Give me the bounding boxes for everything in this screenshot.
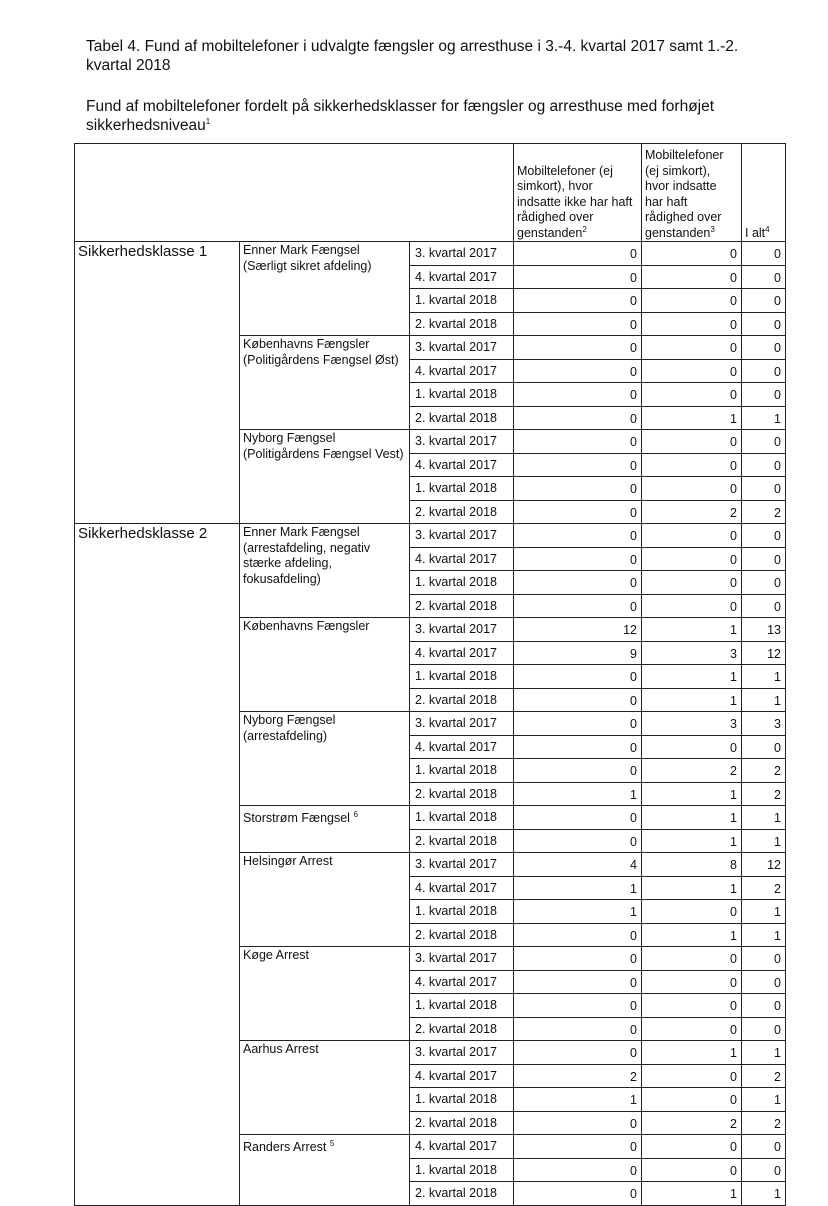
- quarter-cell: 3. kvartal 2017: [410, 712, 514, 736]
- facility-name: Storstrøm Fængsel $^6$: [240, 806, 410, 853]
- facility-name: Københavns Fængsler: [240, 618, 410, 712]
- count-available: 2: [642, 1111, 742, 1135]
- count-total: 1: [742, 406, 786, 430]
- facility-footnote: 5: [329, 1139, 335, 1148]
- count-total: 1: [742, 806, 786, 830]
- quarter-cell: 3. kvartal 2017: [410, 242, 514, 266]
- count-not-available: 0: [514, 524, 642, 548]
- count-not-available: 1: [514, 876, 642, 900]
- count-available: 0: [642, 571, 742, 595]
- count-total: 0: [742, 594, 786, 618]
- quarter-cell: 2. kvartal 2018: [410, 923, 514, 947]
- table-body: [75, 242, 786, 1206]
- count-not-available: 0: [514, 359, 642, 383]
- count-total: 1: [742, 688, 786, 712]
- quarter-cell: 1. kvartal 2018: [410, 665, 514, 689]
- count-available: 1: [642, 876, 742, 900]
- count-total: 0: [742, 735, 786, 759]
- quarter-cell: 3. kvartal 2017: [410, 336, 514, 360]
- quarter-cell: 3. kvartal 2017: [410, 618, 514, 642]
- quarter-cell: 3. kvartal 2017: [410, 430, 514, 454]
- quarter-cell: 4. kvartal 2017: [410, 265, 514, 289]
- quarter-cell: 2. kvartal 2018: [410, 829, 514, 853]
- count-total: 0: [742, 430, 786, 454]
- quarter-cell: 1. kvartal 2018: [410, 289, 514, 313]
- findings-table: [74, 143, 786, 1206]
- count-not-available: 0: [514, 1158, 642, 1182]
- count-not-available: 0: [514, 1111, 642, 1135]
- count-available: 0: [642, 900, 742, 924]
- header-blank: [75, 144, 514, 242]
- security-class-label: Sikkerhedsklasse 1: [75, 242, 240, 524]
- count-available: 1: [642, 1041, 742, 1065]
- count-not-available: 0: [514, 383, 642, 407]
- quarter-cell: 2. kvartal 2018: [410, 500, 514, 524]
- quarter-cell: 1. kvartal 2018: [410, 900, 514, 924]
- count-not-available: 0: [514, 994, 642, 1018]
- count-not-available: 0: [514, 1182, 642, 1206]
- count-total: 2: [742, 500, 786, 524]
- count-total: 1: [742, 829, 786, 853]
- quarter-cell: 2. kvartal 2018: [410, 1182, 514, 1206]
- count-total: 12: [742, 853, 786, 877]
- count-total: 0: [742, 453, 786, 477]
- count-available: 0: [642, 1135, 742, 1159]
- count-total: 0: [742, 994, 786, 1018]
- quarter-cell: 4. kvartal 2017: [410, 876, 514, 900]
- count-not-available: 0: [514, 712, 642, 736]
- quarter-cell: 4. kvartal 2017: [410, 547, 514, 571]
- subtitle-footnote: 1: [205, 116, 211, 126]
- count-available: 0: [642, 430, 742, 454]
- count-total: 0: [742, 1158, 786, 1182]
- count-not-available: 0: [514, 1017, 642, 1041]
- quarter-cell: 4. kvartal 2017: [410, 970, 514, 994]
- count-not-available: 0: [514, 1135, 642, 1159]
- header-col-not-available: Mobiltelefoner (ej simkort), hvor indsatte ikke har haft rådighed over genstanden$^2$: [514, 144, 642, 242]
- count-available: 1: [642, 829, 742, 853]
- count-not-available: 0: [514, 688, 642, 712]
- count-available: 1: [642, 923, 742, 947]
- facility-name: Randers Arrest $^5$: [240, 1135, 410, 1206]
- count-available: 2: [642, 759, 742, 783]
- count-not-available: 2: [514, 1064, 642, 1088]
- count-available: 0: [642, 594, 742, 618]
- count-available: 0: [642, 453, 742, 477]
- count-total: 0: [742, 1135, 786, 1159]
- count-total: 0: [742, 571, 786, 595]
- facility-name: Nyborg Fængsel (arrestafdeling): [240, 712, 410, 806]
- count-total: 0: [742, 265, 786, 289]
- table-title: Tabel 4. Fund af mobiltelefoner i udvalgte fængsler og arresthuse i 3.-4. kvartal 2017 samt 1.-2. kvartal 2018: [86, 38, 739, 74]
- count-not-available: 0: [514, 500, 642, 524]
- count-available: 0: [642, 1158, 742, 1182]
- count-not-available: 0: [514, 547, 642, 571]
- count-not-available: 0: [514, 665, 642, 689]
- count-total: 2: [742, 782, 786, 806]
- quarter-cell: 1. kvartal 2018: [410, 994, 514, 1018]
- header-row: [75, 144, 786, 242]
- count-total: 0: [742, 970, 786, 994]
- count-available: 0: [642, 735, 742, 759]
- count-not-available: 4: [514, 853, 642, 877]
- count-available: 0: [642, 312, 742, 336]
- quarter-cell: 4. kvartal 2017: [410, 641, 514, 665]
- quarter-cell: 1. kvartal 2018: [410, 759, 514, 783]
- quarter-cell: 4. kvartal 2017: [410, 1064, 514, 1088]
- count-not-available: 0: [514, 571, 642, 595]
- quarter-cell: 1. kvartal 2018: [410, 383, 514, 407]
- count-total: 0: [742, 242, 786, 266]
- count-total: 1: [742, 665, 786, 689]
- facility-name: Nyborg Fængsel (Politigårdens Fængsel Vest): [240, 430, 410, 524]
- quarter-cell: 1. kvartal 2018: [410, 1088, 514, 1112]
- count-not-available: 0: [514, 477, 642, 501]
- count-not-available: 0: [514, 594, 642, 618]
- count-available: 0: [642, 947, 742, 971]
- count-not-available: 0: [514, 759, 642, 783]
- facility-name: Køge Arrest: [240, 947, 410, 1041]
- count-not-available: 0: [514, 1041, 642, 1065]
- count-total: 12: [742, 641, 786, 665]
- facility-footnote: 6: [353, 810, 358, 819]
- count-available: 3: [642, 641, 742, 665]
- header-col-total: I alt$^4$: [742, 144, 786, 242]
- quarter-cell: 2. kvartal 2018: [410, 688, 514, 712]
- security-class-label: Sikkerhedsklasse 2: [75, 524, 240, 1206]
- count-available: 2: [642, 500, 742, 524]
- count-not-available: 0: [514, 923, 642, 947]
- quarter-cell: 2. kvartal 2018: [410, 1017, 514, 1041]
- count-total: 0: [742, 383, 786, 407]
- count-available: 0: [642, 265, 742, 289]
- count-total: 0: [742, 477, 786, 501]
- quarter-cell: 4. kvartal 2017: [410, 735, 514, 759]
- count-available: 0: [642, 242, 742, 266]
- facility-name: Aarhus Arrest: [240, 1041, 410, 1135]
- count-available: 0: [642, 336, 742, 360]
- count-total: 2: [742, 759, 786, 783]
- count-not-available: 0: [514, 430, 642, 454]
- table-subtitle: [86, 97, 786, 135]
- facility-name: Enner Mark Fængsel (Særligt sikret afdeling): [240, 242, 410, 336]
- count-total: 0: [742, 547, 786, 571]
- count-total: 1: [742, 1041, 786, 1065]
- table-row: [75, 524, 786, 548]
- count-available: 1: [642, 1182, 742, 1206]
- count-total: 1: [742, 900, 786, 924]
- count-available: 0: [642, 1088, 742, 1112]
- count-available: 1: [642, 806, 742, 830]
- count-available: 0: [642, 289, 742, 313]
- header-col-available: Mobiltelefoner (ej simkort), hvor indsatte har haft rådighed over genstanden$^3$: [642, 144, 742, 242]
- quarter-cell: 1. kvartal 2018: [410, 477, 514, 501]
- count-total: 1: [742, 1088, 786, 1112]
- table-row: [75, 242, 786, 266]
- quarter-cell: 1. kvartal 2018: [410, 806, 514, 830]
- count-not-available: 0: [514, 970, 642, 994]
- quarter-cell: 2. kvartal 2018: [410, 312, 514, 336]
- count-available: 0: [642, 359, 742, 383]
- quarter-cell: 4. kvartal 2017: [410, 359, 514, 383]
- quarter-cell: 3. kvartal 2017: [410, 853, 514, 877]
- count-total: 1: [742, 923, 786, 947]
- count-total: 0: [742, 312, 786, 336]
- facility-name: Københavns Fængsler (Politigårdens Fængsel Øst): [240, 336, 410, 430]
- count-total: 0: [742, 1017, 786, 1041]
- count-not-available: 0: [514, 242, 642, 266]
- count-not-available: 1: [514, 782, 642, 806]
- subtitle-text: Fund af mobiltelefoner fordelt på sikkerhedsklasser for fængsler og arresthuse med forhøjet sikkerhedsniveau: [86, 98, 715, 134]
- count-not-available: 0: [514, 289, 642, 313]
- quarter-cell: 3. kvartal 2017: [410, 1041, 514, 1065]
- quarter-cell: 3. kvartal 2017: [410, 947, 514, 971]
- count-available: 0: [642, 994, 742, 1018]
- count-available: 0: [642, 524, 742, 548]
- count-available: 8: [642, 853, 742, 877]
- quarter-cell: 2. kvartal 2018: [410, 406, 514, 430]
- quarter-cell: 2. kvartal 2018: [410, 594, 514, 618]
- count-not-available: 0: [514, 406, 642, 430]
- count-available: 1: [642, 665, 742, 689]
- count-total: 0: [742, 336, 786, 360]
- facility-name: Helsingør Arrest: [240, 853, 410, 947]
- count-available: 0: [642, 1017, 742, 1041]
- count-total: 13: [742, 618, 786, 642]
- count-not-available: 1: [514, 900, 642, 924]
- count-total: 1: [742, 1182, 786, 1206]
- count-not-available: 0: [514, 806, 642, 830]
- count-available: 0: [642, 383, 742, 407]
- count-not-available: 0: [514, 453, 642, 477]
- count-total: 2: [742, 1064, 786, 1088]
- quarter-cell: 2. kvartal 2018: [410, 782, 514, 806]
- count-available: 1: [642, 406, 742, 430]
- count-not-available: 0: [514, 735, 642, 759]
- count-total: 2: [742, 876, 786, 900]
- count-available: 0: [642, 1064, 742, 1088]
- quarter-cell: 2. kvartal 2018: [410, 1111, 514, 1135]
- count-available: 0: [642, 547, 742, 571]
- quarter-cell: 4. kvartal 2017: [410, 1135, 514, 1159]
- count-not-available: 0: [514, 265, 642, 289]
- count-available: 3: [642, 712, 742, 736]
- count-available: 0: [642, 970, 742, 994]
- count-available: 1: [642, 618, 742, 642]
- count-total: 3: [742, 712, 786, 736]
- count-total: 2: [742, 1111, 786, 1135]
- count-not-available: 0: [514, 336, 642, 360]
- count-not-available: 1: [514, 1088, 642, 1112]
- count-not-available: 9: [514, 641, 642, 665]
- quarter-cell: 3. kvartal 2017: [410, 524, 514, 548]
- count-not-available: 12: [514, 618, 642, 642]
- count-total: 0: [742, 289, 786, 313]
- quarter-cell: 1. kvartal 2018: [410, 571, 514, 595]
- count-not-available: 0: [514, 312, 642, 336]
- quarter-cell: 1. kvartal 2018: [410, 1158, 514, 1182]
- count-total: 0: [742, 359, 786, 383]
- count-available: 1: [642, 782, 742, 806]
- count-not-available: 0: [514, 829, 642, 853]
- count-available: 0: [642, 477, 742, 501]
- quarter-cell: 4. kvartal 2017: [410, 453, 514, 477]
- count-not-available: 0: [514, 947, 642, 971]
- facility-name: Enner Mark Fængsel (arrestafdeling, negativ stærke afdeling, fokusafdeling): [240, 524, 410, 618]
- count-total: 0: [742, 947, 786, 971]
- count-available: 1: [642, 688, 742, 712]
- count-total: 0: [742, 524, 786, 548]
